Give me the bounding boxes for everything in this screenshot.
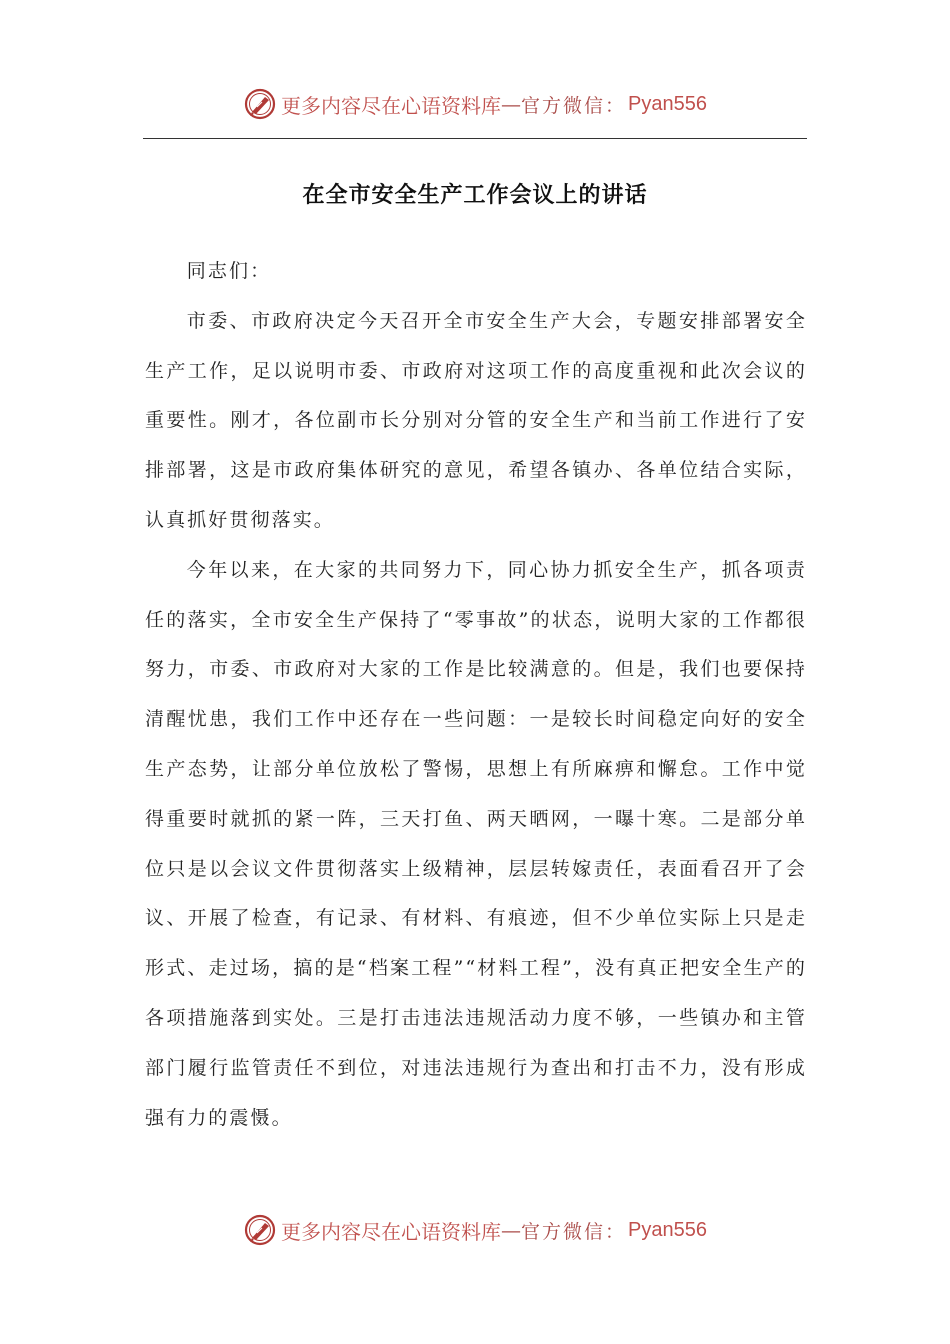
footer-watermark-banner <box>0 1210 950 1250</box>
pen-nib-logo-icon <box>243 1213 277 1247</box>
greeting: 同志们： <box>186 260 272 282</box>
pen-nib-logo-icon <box>243 87 277 121</box>
banner-wechat-label: 官方微信： <box>521 1220 627 1243</box>
paragraph-1: 市委、市政府决定今天召开全市安全生产大会，专题安排部署安全生产工作，足以说明市委、市政府对这项工作的高度重视和此次会议的重要性。刚才，各位副市长分别对分管的安全生产和当前工作进行了安排部署，这是市政府集体研究的意见，希望各镇办、各单位结合实际，认真抓好贯彻落实。 <box>145 309 807 531</box>
banner-separator: — <box>501 92 521 116</box>
paragraph-2: 今年以来，在大家的共同努力下，同心协力抓安全生产，抓各项责任的落实，全市安全生产保持了“零事故”的状态，说明大家的工作都很努力，市委、市政府对大家的工作是比较满意的。但是，我们也要保持清醒忧患，我们工作中还存在一些问题：一是较长时间稳定向好的安全生产态势，让部分单位放松了警惕，思想上有所麻痹和懈怠。工作中觉得重要时就抓的紧一阵，三天打鱼、两天晒网，一曝十寒。二是部分单位只是以会议文件贯彻落实上级精神，层层转嫁责任，表面看召开了会议、开展了检查，有记录、有材料、有痕迹，但不少单位实际上只是走形式、走过场，搞的是“档案工程”“材料工程”，没有真正把安全生产的各项措施落到实处。三是打击违法违规活动力度不够，一些镇办和主管部门履行监管责任不到位，对违法违规行为查出和打击不力，没有形成强有力的震慑。 <box>145 558 807 1129</box>
banner-wechat-label: 官方微信： <box>521 94 627 117</box>
header-watermark-banner <box>0 84 950 124</box>
document-title: 在全市安全生产工作会议上的讲话 <box>302 183 648 208</box>
banner-separator: — <box>501 1218 521 1242</box>
banner-wechat-id: Pyan556 <box>628 1218 707 1241</box>
banner-wechat-id: Pyan556 <box>628 92 707 115</box>
header-divider <box>143 138 807 139</box>
banner-brand-text: 更多内容尽在心语资料库 <box>281 1219 501 1244</box>
document-body <box>145 247 807 1143</box>
banner-brand-text: 更多内容尽在心语资料库 <box>281 93 501 118</box>
